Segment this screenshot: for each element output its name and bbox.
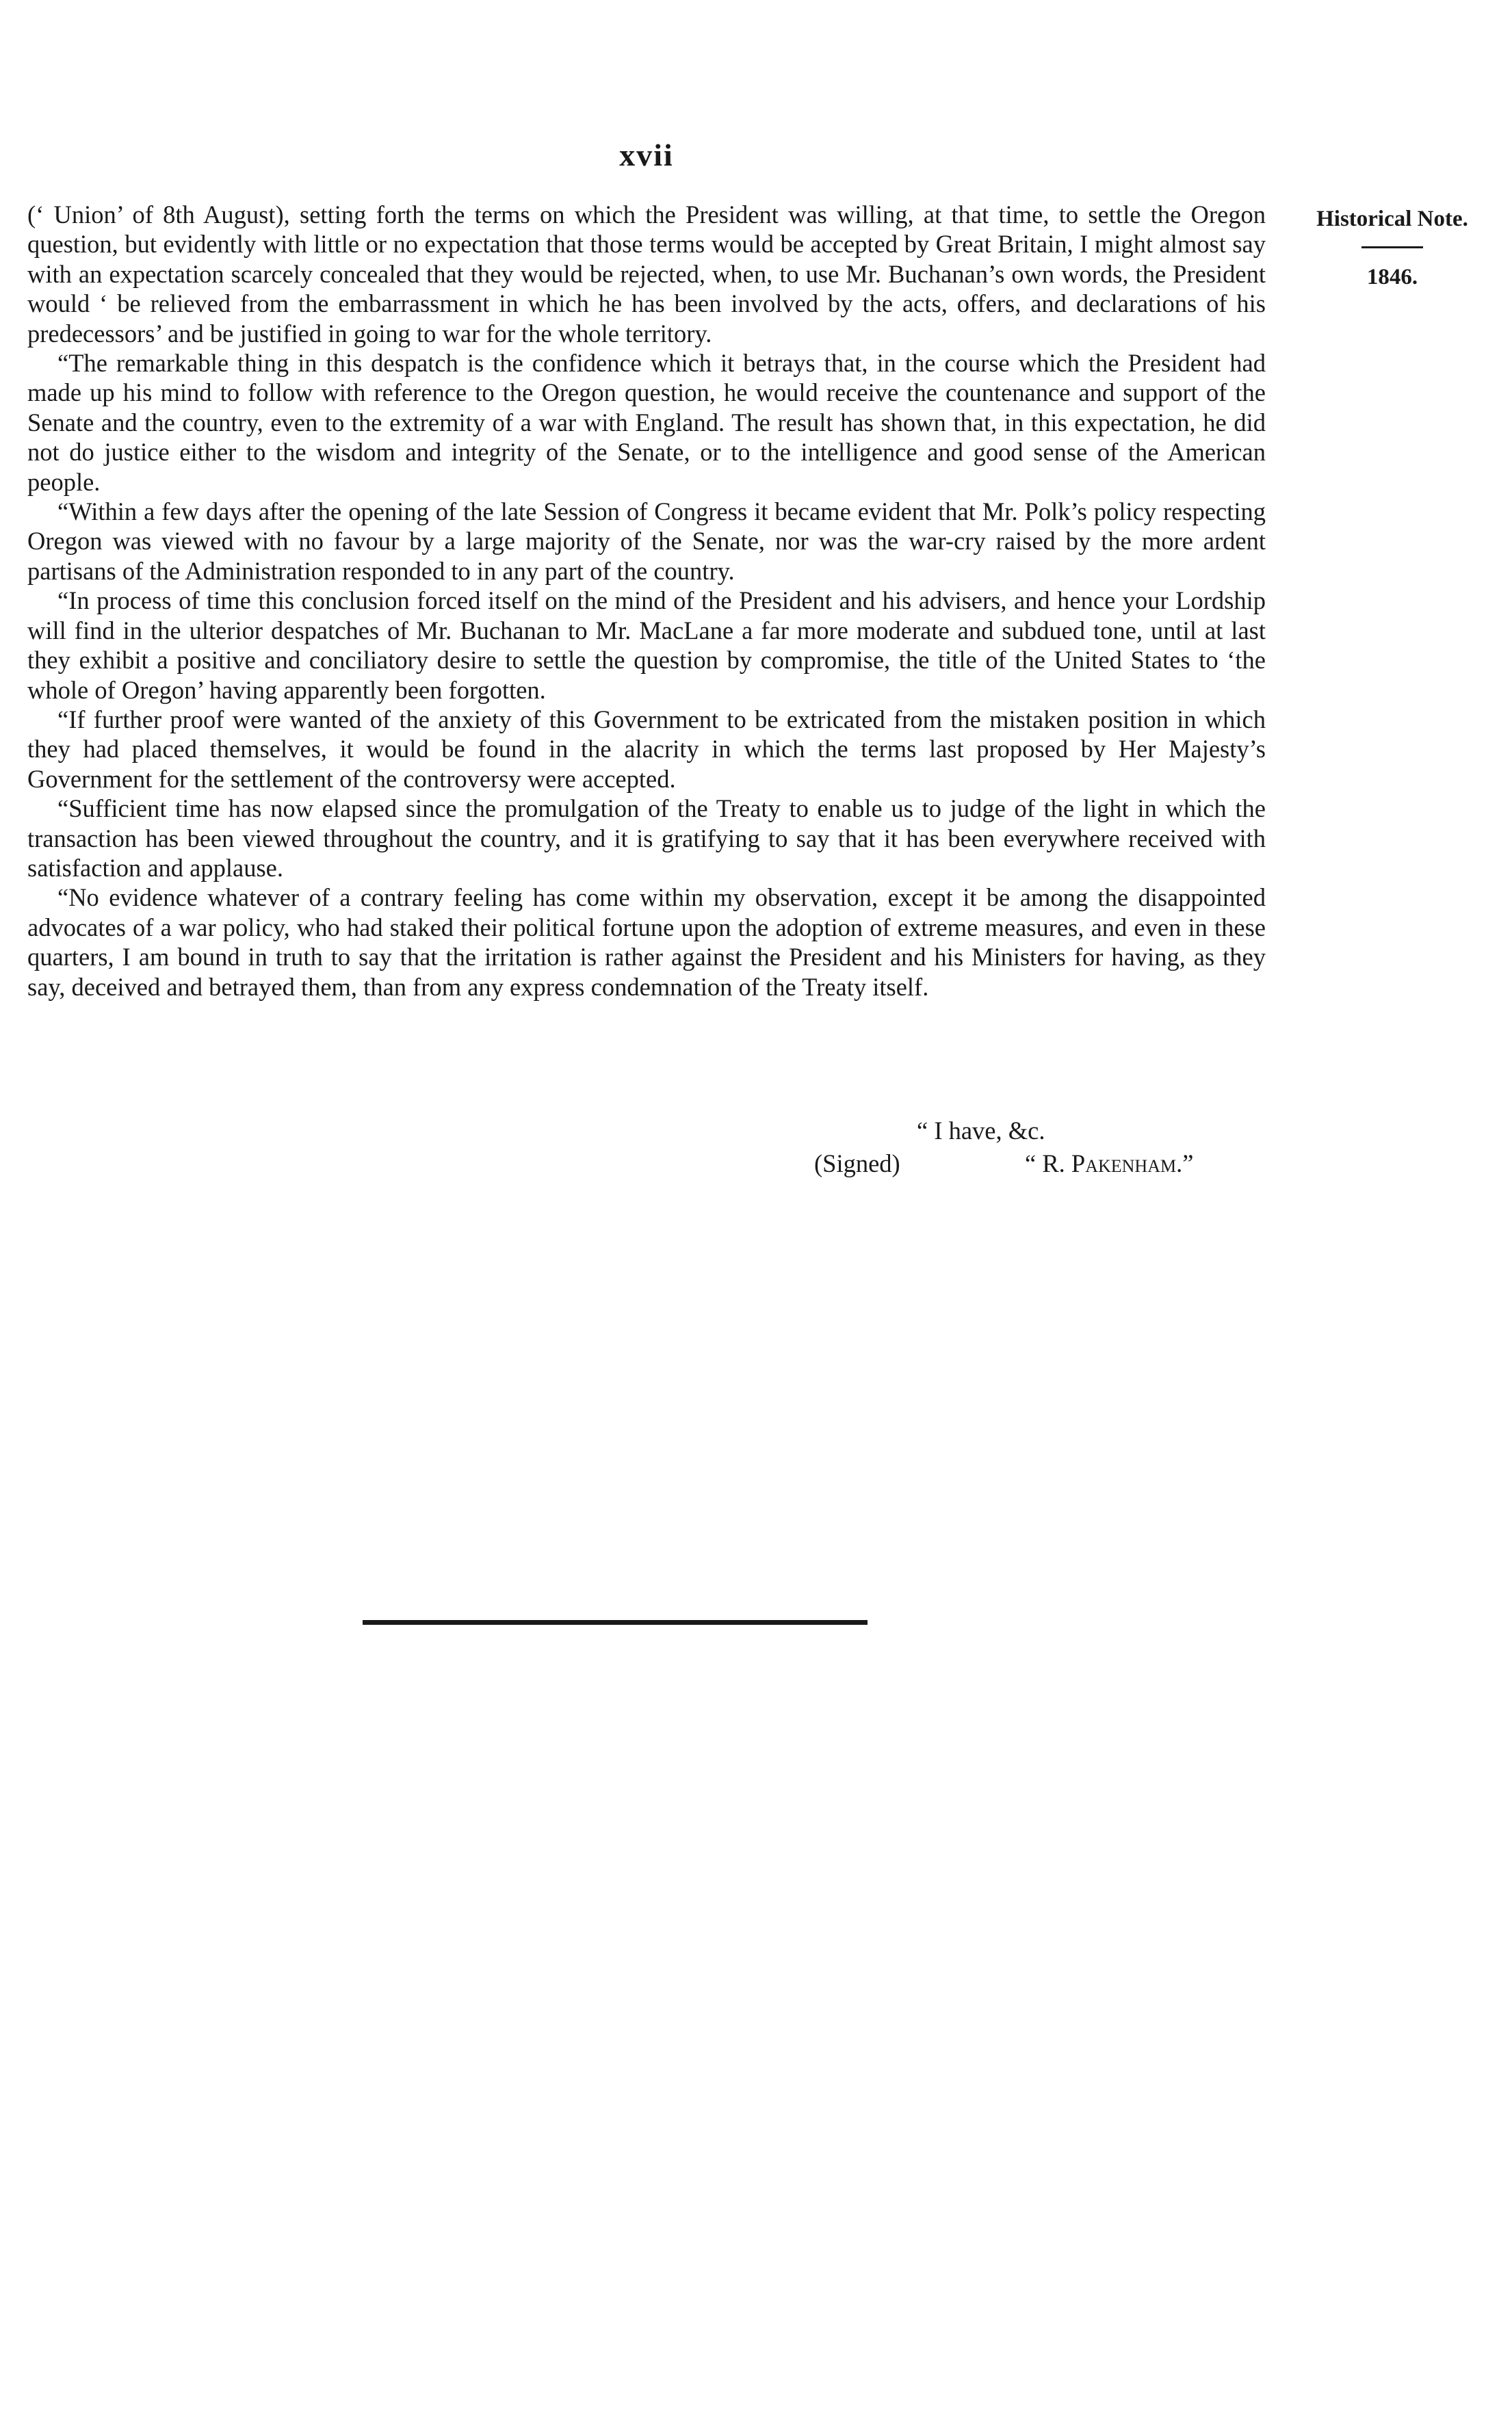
margin-note: [1293, 205, 1491, 291]
paragraph: “No evidence whatever of a contrary feeling has come within my observation, except it be among the disappointed advocates of a war policy, who had staked their political fortune upon the adoption of extreme measures, and even in these quarters, I am bound in truth to say that the irritation is rather against the President and his Ministers for having, as they say, deceived and betrayed them, than from any express condemnation of the Treaty itself.: [27, 883, 1266, 1001]
paragraph: “In process of time this conclusion forced itself on the mind of the President and his advisers, and hence your Lordship will find in the ulterior despatches of Mr. Buchanan to Mr. MacLane a far more moderate and subdued tone, until at last they exhibit a positive and conciliatory desire to settle the question by compromise, the title of the United States to ‘the whole of Oregon’ having apparently been forgotten.: [27, 586, 1266, 704]
margin-note-rule: [1361, 246, 1423, 248]
paragraph: “Within a few days after the opening of the late Session of Congress it became evident that Mr. Polk’s policy respecting Oregon was viewed with no favour by a large majority of the Senate, nor was the war-cry raised by the more ardent partisans of the Administration responded to in any part of the country.: [27, 497, 1266, 585]
page-number: xvii: [619, 138, 674, 172]
paragraph: “If further proof were wanted of the anxiety of this Government to be extricated from the mistaken position in which they had placed themselves, it would be found in the alacrity in which the terms last proposed by Her Majesty’s Government for the settlement of the controversy were accepted.: [27, 705, 1266, 793]
paragraph: “Sufficient time has now elapsed since the promulgation of the Treaty to enable us to judge of the light in which the transaction has been viewed throughout the country, and it is gratifying to say that it has been everywhere received with satisfaction and applause.: [27, 794, 1266, 882]
paragraph: (‘ Union’ of 8th August), setting forth the terms on which the President was willing, at that time, to settle the Oregon question, but evidently with little or no expectation that those terms would be accepted by Great Britain, I might almost say with an expectation scarcely concealed that they would be rejected, when, to use Mr. Buchanan’s own words, the President would ‘ be relieved from the embarrassment in which he has been involved by the acts, offers, and declarations of his predecessors’ and be justified in going to war for the whole territory.: [27, 200, 1266, 348]
margin-note-title: Historical Note.: [1316, 207, 1468, 231]
section-end-rule: [363, 1620, 868, 1625]
margin-note-year: 1846.: [1366, 265, 1418, 289]
letter-body: [27, 200, 1266, 1002]
paragraph: “The remarkable thing in this despatch is the confidence which it betrays that, in the course which the President had made up his mind to follow with reference to the Oregon question, he would receive the countenance and support of the Senate and the country, even to the extremity of a war with England. The result has shown that, in this expectation, he did not do justice either to the wisdom and integrity of the Senate, or to the intelligence and good sense of the American people.: [27, 349, 1266, 496]
signed-label: (Signed): [814, 1149, 900, 1177]
signatory-name: “ R. Pakenham.”: [1025, 1149, 1194, 1177]
closing-salutation: “ I have, &c.: [917, 1117, 1045, 1145]
